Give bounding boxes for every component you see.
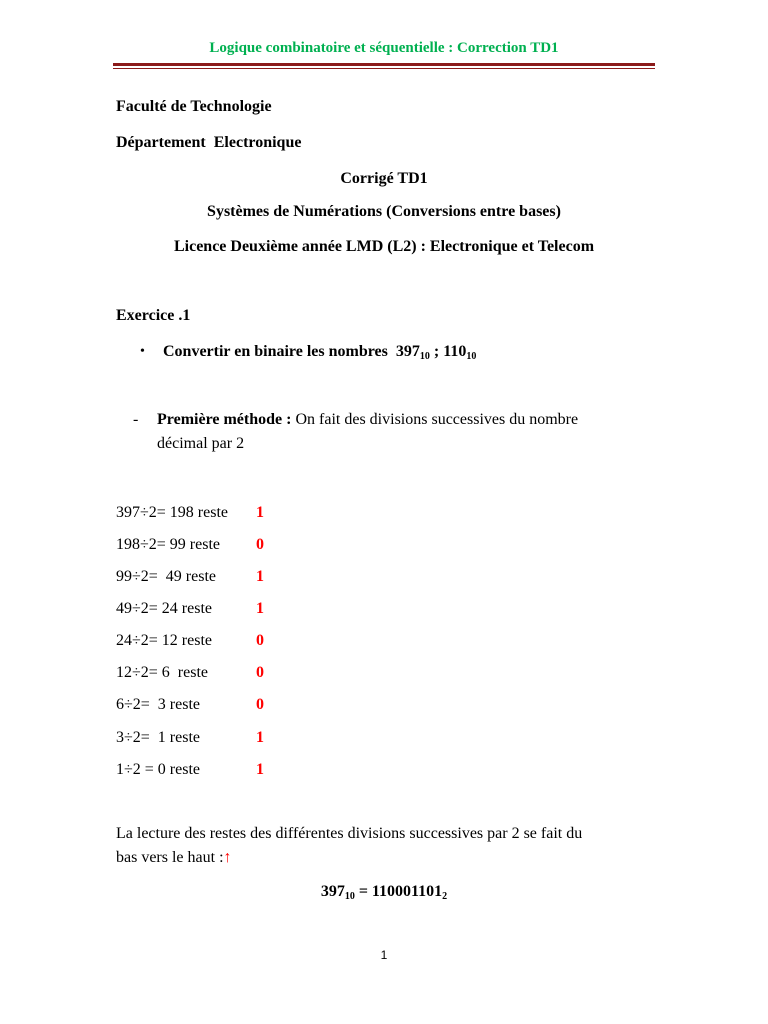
division-remainder: 0 [256, 536, 264, 553]
division-expression: 1÷2 = 0 reste [116, 761, 201, 778]
exercise-heading: Exercice .1 [116, 307, 191, 324]
result-equation [0, 882, 768, 902]
conclusion-text-cont [116, 848, 232, 868]
division-expression: 12÷2= 6 reste [116, 664, 209, 681]
running-header-title: Logique combinatoire et séquentielle : Correction TD1 [209, 40, 559, 56]
method-description-cont: décimal par 2 [157, 435, 245, 452]
faculty-name: Faculté de Technologie [116, 98, 272, 115]
method-label: Première méthode : [157, 411, 292, 428]
course-level: Licence Deuxième année LMD (L2) : Electronique et Telecom [173, 238, 595, 255]
division-remainder: 0 [256, 632, 264, 649]
division-expression: 6÷2= 3 reste [116, 696, 201, 713]
method-text: On fait des divisions successives du nombre [291, 411, 579, 428]
task-text: Convertir en binaire les nombres 397 [163, 343, 420, 360]
result-rhs-base: 2 [442, 891, 448, 902]
result-lhs-base: 10 [344, 891, 355, 902]
task-base-2: 10 [466, 351, 477, 362]
dash-marker: - [133, 411, 139, 428]
bullet-icon: • [140, 344, 145, 359]
arrow-up-icon: ↑ [223, 849, 232, 866]
conclusion-text-end: bas vers le haut : [116, 849, 224, 866]
header-rule-thin [113, 68, 655, 69]
division-expression: 397÷2= 198 reste [116, 504, 229, 521]
division-expression: 24÷2= 12 reste [116, 632, 213, 649]
division-expression: 99÷2= 49 reste [116, 568, 217, 585]
division-remainder: 1 [256, 568, 264, 585]
division-remainder: 0 [256, 664, 264, 681]
division-remainder: 0 [256, 696, 264, 713]
division-expression: 3÷2= 1 reste [116, 729, 201, 746]
document-subtitle: Systèmes de Numérations (Conversions entre bases) [207, 203, 561, 220]
document-title: Corrigé TD1 [340, 170, 428, 187]
method-description [157, 410, 578, 430]
page-number: 1 [380, 948, 388, 962]
header-rule [113, 63, 655, 66]
division-remainder: 1 [256, 761, 264, 778]
conclusion-text: La lecture des restes des différentes divisions successives par 2 se fait du [116, 825, 583, 842]
division-expression: 198÷2= 99 reste [116, 536, 221, 553]
exercise-task [163, 342, 476, 362]
result-lhs: 397 [320, 883, 345, 900]
result-rhs: = 110001101 [354, 883, 443, 900]
task-base-1: 10 [419, 351, 430, 362]
task-separator: ; 110 [429, 343, 467, 360]
division-remainder: 1 [256, 600, 264, 617]
division-remainder: 1 [256, 729, 264, 746]
division-remainder: 1 [256, 504, 264, 521]
division-expression: 49÷2= 24 reste [116, 600, 213, 617]
department-name: Département Electronique [116, 134, 302, 151]
